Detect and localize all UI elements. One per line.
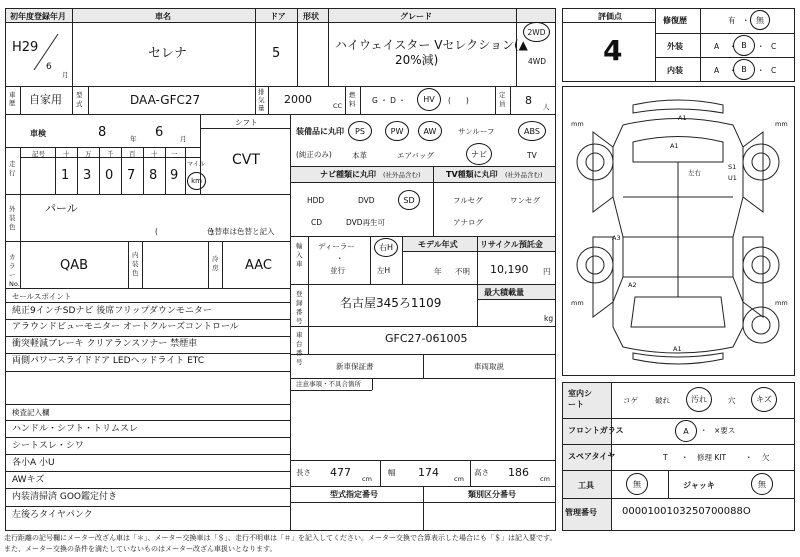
- damage-mark-a2: A2: [628, 281, 637, 289]
- model-label: 型式: [76, 91, 83, 108]
- navi-type-sub: (社外品含む): [383, 171, 421, 179]
- displacement-unit: CC: [333, 102, 343, 110]
- length-value: 477: [330, 466, 351, 479]
- interior-grade-b-circled: B: [733, 59, 755, 80]
- equip-airbag: エアバッグ: [397, 151, 434, 160]
- shift-value: CVT: [232, 152, 260, 168]
- jack-none-circled: 無: [751, 473, 773, 495]
- inspector-line-2: シートスレ・シワ: [12, 441, 84, 451]
- capacity-value: 8: [525, 94, 532, 107]
- capacity-label: 定員: [499, 91, 506, 108]
- chassis-label: 車台番号: [296, 331, 303, 366]
- repair-yes: 有: [728, 16, 736, 25]
- tv-analog: アナログ: [453, 218, 483, 227]
- vehicle-inspection-sheet: 初年度登録年月 車名 ドア 形状 グレード H29 6 月 セレナ 5 ハイウェイスター Vセレクション(▲ 20%減) 2WD 4WD 車歴 自家用 型式 DAA-GFC27 排気量 2000 CC 燃料 G ・ D ・ HV ( ) 定員 8 人 車検 8 年 6 月 シフト CVT 走行 記号 十 万 千 百 十 一 1 3 0 7 8 9 マイル km 外装色 パール ( ) 色替車は色替と記入 カラーNo. QAB 内装色 冷房 AAC セールスポイント 純正9インチSDナビ 後席フリップダウンモニター アラウンドビューモニター オートクルーズコントロール 衝突軽減ブレーキ クリアランスソナー 禁煙車 両側パワースライドドア LEDヘッドライト ETC 検査記入欄 ハンドル・シフト・トリムスレ シートスレ・シワ 各小A 小U AWキズ 内装清掃済 GOO鑑定付き 左後ろタイヤパンク 装備品に丸印 (純正のみ) PS PW AW サンルーフ ABS 本革 エアバッグ ナビ TV ナビ種類に丸印 (社外品含む) TV種類に丸印 (社外品含む) HDD DVD SD CD DVD再生可 フルセグ ワンセグ アナログ 輸入車 ディーラー ・ 並行 右H 左H モデル年式 年 不明 リサイクル預託金 10,190 円 登録番号 名古屋345ろ1109 最大積載量 kg 車台番号 GFC27-061005 新車保証書 車両取説 注意事項・不具合箇所 長さ 477 cm 幅 174 cm 高さ 186 cm 型式指定番号 類別区分番号 評価点 4 修復歴 有 ・ 無 外装 A ・ B ・ C 内装 A ・ B ・ C mm mm mm mm A1 A1 S1 A3 A2 A1 U1 左右 室内シート コゲ 破れ 汚れ 穴 キズ フロントガラス A ・ ×要ス スペアタイヤ T ・ 修理 KIT ・ 欠 工具 無 ジャッキ 無 管理番号 0000100103250700088O 走行距離の記号欄にメーター改ざん車は「＊」、メーター交換車は「＄」、走行不明車は「＃」を記入してください。メーター交換で合算表示した場合にも「＄」は記入要です。 また、メーター交換の条件を満たしていないものはメーター改ざん車扱いとなります。: [0, 0, 800, 557]
- windshield-label: フロントガラス: [568, 426, 624, 435]
- slash-divider: [30, 32, 60, 72]
- length-unit: cm: [362, 475, 372, 483]
- car-name: セレナ: [148, 46, 188, 61]
- equip-aw-circled: AW: [418, 121, 442, 141]
- damage-mark-a1-front: A1: [670, 142, 679, 150]
- displacement-value: 2000: [284, 93, 312, 106]
- damage-mark-a1-rear: A1: [673, 345, 682, 353]
- selling-point-4: 両側パワースライドドア LEDヘッドライト ETC: [12, 356, 205, 366]
- model-value: DAA-GFC27: [130, 93, 201, 107]
- navi-hdd: HDD: [307, 196, 325, 205]
- inspector-line-4: AWキズ: [12, 475, 45, 485]
- ac-value: AAC: [245, 258, 272, 273]
- fuel-label: 燃料: [349, 91, 356, 108]
- exterior-grade-label: 外装: [667, 42, 683, 51]
- recycle-label: リサイクル預託金: [480, 240, 543, 249]
- interior-color-label: 内装色: [132, 251, 139, 277]
- exterior-color-value: パール: [45, 202, 78, 215]
- inspection-label: 車検: [30, 129, 46, 138]
- windshield-dot: ・: [700, 426, 708, 435]
- capacity-unit: 人: [543, 103, 550, 111]
- navi-dvd-play: DVD再生可: [346, 218, 386, 227]
- interior-grade-label: 内装: [667, 66, 683, 75]
- import-parallel: 並行: [330, 266, 345, 275]
- rating-score: 4: [603, 34, 623, 67]
- drive-4wd: 4WD: [528, 57, 546, 66]
- import-dealer: ディーラー: [318, 242, 355, 251]
- diagram-mm-4: mm: [775, 299, 788, 307]
- recycle-value: 10,190: [490, 263, 529, 276]
- warranty-label: 新車保証書: [336, 362, 374, 371]
- model-year-unknown: 不明: [455, 267, 470, 276]
- car-body-diagram: [563, 87, 794, 375]
- exterior-grade-c: C: [771, 42, 777, 51]
- model-year-year: 年: [434, 267, 442, 276]
- equip-leather: 本革: [352, 151, 367, 160]
- sheet-stain-circled: 汚れ: [686, 387, 712, 412]
- month-unit: 月: [62, 71, 69, 79]
- type-designation-label: 型式指定番号: [330, 490, 378, 499]
- exterior-color-note: 色替車は色替と記入: [207, 227, 275, 236]
- equip-pw-circled: PW: [385, 121, 409, 141]
- chassis-value: GFC27-061005: [385, 332, 468, 345]
- equip-sunroof: サンルーフ: [458, 127, 495, 136]
- footer-note-1: 走行距離の記号欄にメーター改ざん車は「＊」、メーター交換車は「＄」、走行不明車は「＃」を記入してください。メーター交換で合算表示した場合にも「＄」は記入要です。: [4, 534, 557, 542]
- tools-none-circled: 無: [626, 473, 648, 495]
- repair-no-circled: 無: [750, 10, 770, 30]
- first-reg-month: 6: [46, 62, 52, 72]
- spare-repair-kit: 修理 KIT: [697, 453, 727, 462]
- fuel-paren: ( ): [448, 96, 469, 105]
- footer-note-2: また、メーター交換の条件を満たしていないものはメーター改ざん車扱いとなります。: [4, 545, 277, 553]
- digit-header-5: 十: [151, 150, 158, 158]
- navi-sd-circled: SD: [398, 190, 420, 210]
- mileage-digit-4: 7: [127, 168, 136, 183]
- grade-line-2: 20%減): [395, 53, 439, 67]
- inspection-year-unit: 年: [130, 135, 137, 143]
- height-unit: cm: [540, 475, 550, 483]
- digit-header-4: 百: [129, 150, 136, 158]
- diagram-mm-3: mm: [571, 299, 584, 307]
- repair-history-label: 修復歴: [663, 16, 687, 25]
- handle-left: 左H: [377, 266, 391, 275]
- equipment-label: 装備品に丸印: [296, 127, 344, 136]
- mileage-unit-label: マイル: [187, 161, 205, 168]
- equip-abs-circled: ABS: [518, 121, 546, 141]
- displacement-label: 排気量: [258, 88, 265, 112]
- door-label: ドア: [270, 12, 286, 21]
- ac-label: 冷房: [212, 255, 219, 272]
- first-registration-label: 初年度登録年月: [10, 12, 66, 21]
- windshield-a-circled: A: [675, 420, 697, 442]
- grade-label: グレード: [400, 12, 432, 21]
- damage-mark-a1-top: A1: [678, 114, 687, 122]
- first-reg-year: H29: [12, 40, 39, 55]
- mileage-digit-2: 3: [83, 168, 92, 183]
- damage-mark-s1: S1: [728, 163, 737, 171]
- manual-label: 車両取説: [474, 362, 504, 371]
- damage-mark-u1: U1: [728, 174, 737, 182]
- category-label: 車歴: [9, 91, 16, 107]
- interior-grade-a: A: [714, 66, 720, 75]
- inspector-line-6: 左後ろタイヤパンク: [12, 510, 93, 520]
- exterior-color-label: 外装色: [9, 205, 16, 231]
- recycle-unit: 円: [543, 267, 551, 276]
- drive-2wd-circled: 2WD: [523, 22, 550, 42]
- width-label: 幅: [388, 468, 396, 477]
- car-name-label: 車名: [155, 12, 171, 21]
- digit-header-6: 一: [171, 150, 178, 158]
- digit-header-2: 万: [85, 150, 92, 158]
- registration-label: 登録番号: [296, 290, 303, 325]
- inspection-month: 6: [155, 125, 164, 140]
- navi-dvd: DVD: [358, 196, 375, 205]
- digit-header-3: 千: [107, 150, 114, 158]
- mileage-km-circled: km: [187, 172, 206, 190]
- interior-grade-c: C: [771, 66, 777, 75]
- mileage-sign-label: 記号: [32, 150, 45, 158]
- shape-label: 形状: [303, 12, 319, 21]
- equip-navi-circled: ナビ: [466, 143, 492, 165]
- inspection-month-unit: 月: [180, 135, 187, 143]
- exterior-grade-a: A: [714, 42, 720, 51]
- spare-dot-2: ・: [745, 453, 753, 462]
- import-dot: ・: [336, 254, 344, 263]
- model-year-label: モデル年式: [418, 240, 458, 249]
- tv-oneseg: ワンセグ: [510, 196, 540, 205]
- selling-points-label: セールスポイント: [12, 292, 72, 301]
- exterior-color-paren: ( ): [155, 227, 214, 236]
- fuel-options: G ・ D ・: [372, 96, 406, 105]
- notes-label: 注意事項・不具合箇所: [296, 380, 361, 388]
- width-unit: cm: [454, 475, 464, 483]
- spare-none: 欠: [762, 453, 770, 462]
- diagram-mm-1: mm: [571, 120, 584, 128]
- class-number-label: 類別区分番号: [468, 490, 516, 499]
- spare-tire-label: スペアタイヤ: [568, 452, 616, 461]
- import-label: 輸入車: [296, 242, 303, 268]
- equipment-sublabel: (純正のみ): [296, 150, 332, 159]
- exterior-grade-b-circled: B: [733, 35, 755, 56]
- color-no-label: カラーNo.: [9, 253, 20, 288]
- max-load-unit: kg: [544, 314, 554, 323]
- inspection-year: 8: [98, 125, 107, 140]
- grade-line-1: ハイウェイスター Vセレクション(▲: [335, 38, 528, 52]
- inspector-line-1: ハンドル・シフト・トリムスレ: [12, 424, 139, 434]
- sheet-hole: 穴: [728, 396, 736, 405]
- mileage-digit-1: 1: [61, 168, 70, 183]
- rating-label: 評価点: [598, 12, 622, 21]
- navi-cd: CD: [311, 218, 323, 227]
- windshield-replace: ×要ス: [714, 426, 736, 435]
- height-value: 186: [508, 466, 529, 479]
- mileage-label: 走行: [9, 160, 16, 177]
- registration-value: 名古屋345ろ1109: [340, 296, 442, 310]
- navi-type-label: ナビ種類に丸印: [320, 170, 376, 179]
- tv-fullseg: フルセグ: [453, 196, 483, 205]
- selling-point-1: 純正9インチSDナビ 後席フリップダウンモニター: [12, 306, 212, 316]
- sheet-scratch-circled: キズ: [751, 387, 777, 412]
- spare-t: T: [663, 453, 668, 462]
- jack-label: ジャッキ: [683, 481, 715, 490]
- mileage-digit-5: 8: [149, 168, 158, 183]
- tools-label: 工具: [578, 481, 594, 490]
- selling-point-2: アラウンドビューモニター オートクルーズコントロール: [12, 322, 239, 332]
- tv-type-sub: (社外品含む): [505, 171, 543, 179]
- mileage-digit-3: 0: [105, 168, 114, 183]
- length-label: 長さ: [296, 468, 311, 477]
- category-value: 自家用: [29, 93, 62, 106]
- inspector-label: 検査記入欄: [12, 408, 50, 417]
- interior-sheet-label: 室内シート: [568, 389, 592, 409]
- door-count: 5: [272, 46, 281, 61]
- color-no-value: QAB: [60, 258, 89, 273]
- sheet-tear: 破れ: [655, 396, 670, 405]
- damage-mark-left-right: 左右: [688, 169, 701, 177]
- tv-type-label: TV種類に丸印: [446, 170, 498, 179]
- sheet-burn: コゲ: [623, 396, 638, 405]
- inspector-line-5: 内装清掃済 GOO鑑定付き: [12, 492, 118, 502]
- handle-right-circled: 右H: [374, 238, 398, 257]
- shift-label: シフト: [235, 118, 258, 127]
- equip-tv: TV: [527, 151, 537, 160]
- spare-dot-1: ・: [681, 453, 689, 462]
- width-value: 174: [418, 466, 439, 479]
- diagram-mm-2: mm: [775, 120, 788, 128]
- selling-point-3: 衝突軽減ブレーキ クリアランスソナー 禁煙車: [12, 339, 198, 349]
- equip-ps-circled: PS: [348, 121, 372, 141]
- mileage-digit-6: 9: [170, 168, 179, 183]
- inspector-line-3: 各小A 小U: [12, 458, 55, 468]
- management-number-label: 管理番号: [565, 508, 597, 517]
- max-load-label: 最大積載量: [484, 288, 524, 297]
- damage-mark-a3: A3: [612, 234, 621, 242]
- fuel-hv-circled: HV: [417, 88, 441, 111]
- management-number-value: 0000100103250700088O: [622, 506, 751, 517]
- height-label: 高さ: [474, 468, 489, 477]
- digit-header-1: 十: [63, 150, 70, 158]
